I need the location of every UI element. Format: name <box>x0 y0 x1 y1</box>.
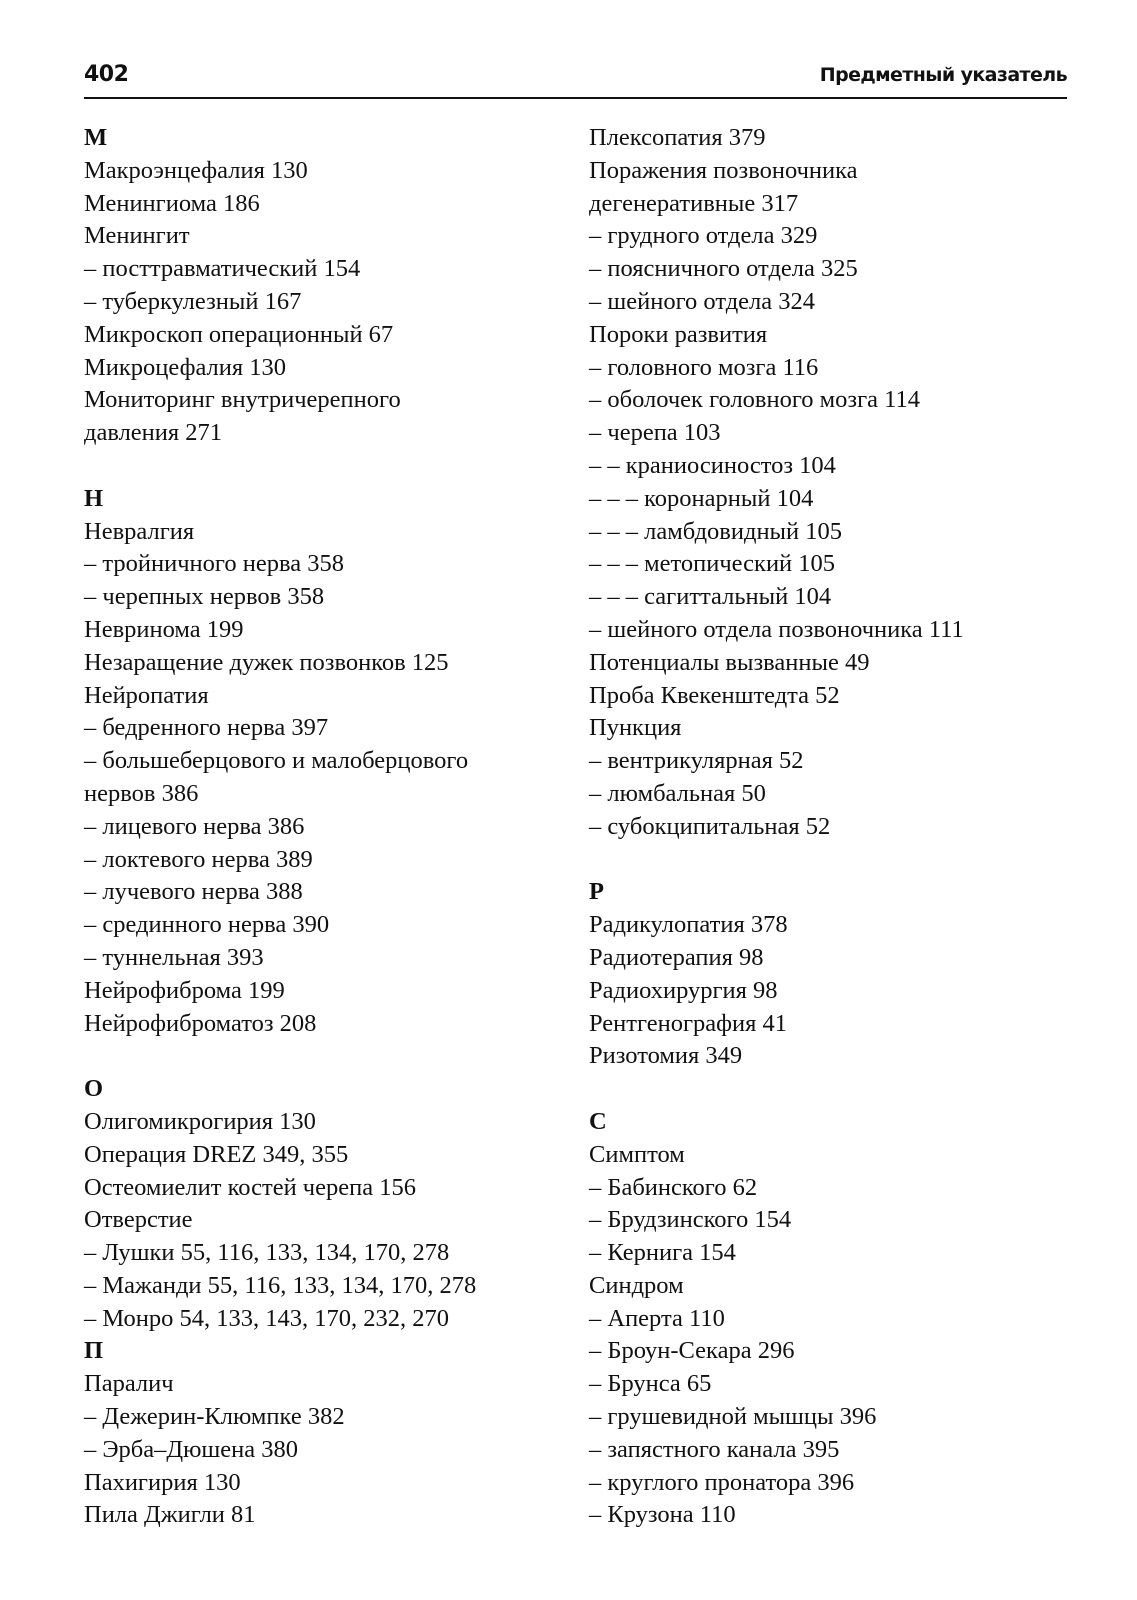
index-entry: Невринома 199 <box>84 615 244 643</box>
index-entry: – черепных нервов 358 <box>84 583 325 611</box>
index-entry: – лучевого нерва 388 <box>84 878 303 906</box>
index-entry: – Лушки 55, 116, 133, 134, 170, 278 <box>84 1239 450 1267</box>
index-entry: – Аперта 110 <box>589 1304 725 1332</box>
index-entry: Радикулопатия 378 <box>589 911 788 939</box>
index-entry: – – – ламбдовидный 105 <box>589 517 843 545</box>
index-entry: – Брудзинского 154 <box>589 1206 792 1234</box>
index-entry: Паралич <box>84 1370 174 1398</box>
running-title: Предметный указатель <box>819 64 1067 86</box>
index-entry: – Бабинского 62 <box>589 1173 758 1201</box>
index-entry: – грудного отдела 329 <box>589 222 818 250</box>
index-entry: Микроцефалия 130 <box>84 353 287 381</box>
index-entry: Пахигирия 130 <box>84 1468 241 1496</box>
index-entry: – люмбальная 50 <box>589 779 766 807</box>
section-spacer <box>589 1073 1089 1106</box>
index-entry: – вентрикулярная 52 <box>589 747 804 775</box>
index-entry: – большеберцового и малоберцового <box>84 747 469 775</box>
header-rule <box>84 97 1067 99</box>
section-spacer <box>84 450 584 483</box>
index-entry: – локтевого нерва 389 <box>84 845 313 873</box>
index-entry: Мониторинг внутричерепного <box>84 386 401 414</box>
index-entry: Ризотомия 349 <box>589 1042 743 1070</box>
index-entry: – Броун-Секара 296 <box>589 1337 795 1365</box>
index-entry: Отверстие <box>84 1206 193 1234</box>
index-entry: – Кернига 154 <box>589 1239 736 1267</box>
index-column-right <box>589 122 1089 1532</box>
index-entry: – запястного канала 395 <box>589 1435 840 1463</box>
index-entry: – бедренного нерва 397 <box>84 714 329 742</box>
index-entry: – – – метопический 105 <box>589 550 836 578</box>
index-entry: – субокципитальная 52 <box>589 812 831 840</box>
index-entry: Синдром <box>589 1271 684 1299</box>
index-entry: – Эрба–Дюшена 380 <box>84 1435 299 1463</box>
index-entry: Макроэнцефалия 130 <box>84 156 308 184</box>
index-entry: Поражения позвоночника <box>589 156 858 184</box>
index-entry: – тройничного нерва 358 <box>84 550 344 578</box>
index-entry: – туберкулезный 167 <box>84 287 302 315</box>
section-letter: С <box>589 1107 607 1135</box>
index-entry: нервов 386 <box>84 779 199 807</box>
index-entry: Пороки развития <box>589 320 768 348</box>
section-spacer <box>84 1040 584 1073</box>
section-letter: Н <box>84 484 104 512</box>
index-entry: Остеомиелит костей черепа 156 <box>84 1173 416 1201</box>
index-entry: – лицевого нерва 386 <box>84 812 305 840</box>
index-entry: – шейного отдела позвоночника 111 <box>589 615 964 643</box>
index-entry: Нейрофиброма 199 <box>84 976 285 1004</box>
index-entry: Незаращение дужек позвонков 125 <box>84 648 449 676</box>
index-entry: Невралгия <box>84 517 195 545</box>
index-entry: давления 271 <box>84 419 223 447</box>
index-entry: – Мажанди 55, 116, 133, 134, 170, 278 <box>84 1271 477 1299</box>
section-spacer <box>589 844 1089 877</box>
index-entry: Рентгенография 41 <box>589 1009 788 1037</box>
index-entry: Радиотерапия 98 <box>589 943 764 971</box>
index-entry: Радиохирургия 98 <box>589 976 778 1004</box>
index-entry: – Монро 54, 133, 143, 170, 232, 270 <box>84 1304 450 1332</box>
index-entry: дегенеративные 317 <box>589 189 799 217</box>
index-entry: – – – сагиттальный 104 <box>589 583 832 611</box>
index-entry: Микроскоп операционный 67 <box>84 320 394 348</box>
index-entry: Пила Джигли 81 <box>84 1501 256 1529</box>
index-entry: Нейрофиброматоз 208 <box>84 1009 317 1037</box>
section-letter: П <box>84 1337 104 1365</box>
index-entry: Менингиома 186 <box>84 189 260 217</box>
index-entry: – черепа 103 <box>589 419 721 447</box>
index-entry: – Крузона 110 <box>589 1501 736 1529</box>
index-entry: – посттравматический 154 <box>84 255 361 283</box>
index-column-left <box>84 122 584 1532</box>
index-entry: – оболочек головного мозга 114 <box>589 386 920 414</box>
index-entry: – поясничного отдела 325 <box>589 255 858 283</box>
section-letter: М <box>84 124 108 151</box>
index-entry: Плексопатия 379 <box>589 124 766 151</box>
page-number: 402 <box>84 62 129 87</box>
section-letter: Р <box>589 878 604 906</box>
index-entry: Менингит <box>84 222 190 250</box>
index-entry: Проба Квекенштедта 52 <box>589 681 840 709</box>
page-header <box>84 58 1067 98</box>
index-entry: – шейного отдела 324 <box>589 287 816 315</box>
index-entry: – грушевидной мышцы 396 <box>589 1403 877 1431</box>
section-letter: О <box>84 1075 104 1103</box>
index-entry: – круглого пронатора 396 <box>589 1468 855 1496</box>
index-entry: – Дежерин-Клюмпке 382 <box>84 1403 345 1431</box>
index-entry: Операция DREZ 349, 355 <box>84 1140 349 1168</box>
index-entry: Олигомикрогирия 130 <box>84 1107 316 1135</box>
index-entry: – Брунса 65 <box>589 1370 712 1398</box>
index-entry: – головного мозга 116 <box>589 353 819 381</box>
index-entry: Пункция <box>589 714 682 742</box>
index-entry: – срединного нерва 390 <box>84 911 330 939</box>
index-entry: – – – коронарный 104 <box>589 484 814 512</box>
index-entry: – – краниосиностоз 104 <box>589 451 836 479</box>
index-entry: Потенциалы вызванные 49 <box>589 648 870 676</box>
index-entry: Нейропатия <box>84 681 209 709</box>
index-entry: Симптом <box>589 1140 685 1168</box>
index-entry: – туннельная 393 <box>84 943 264 971</box>
